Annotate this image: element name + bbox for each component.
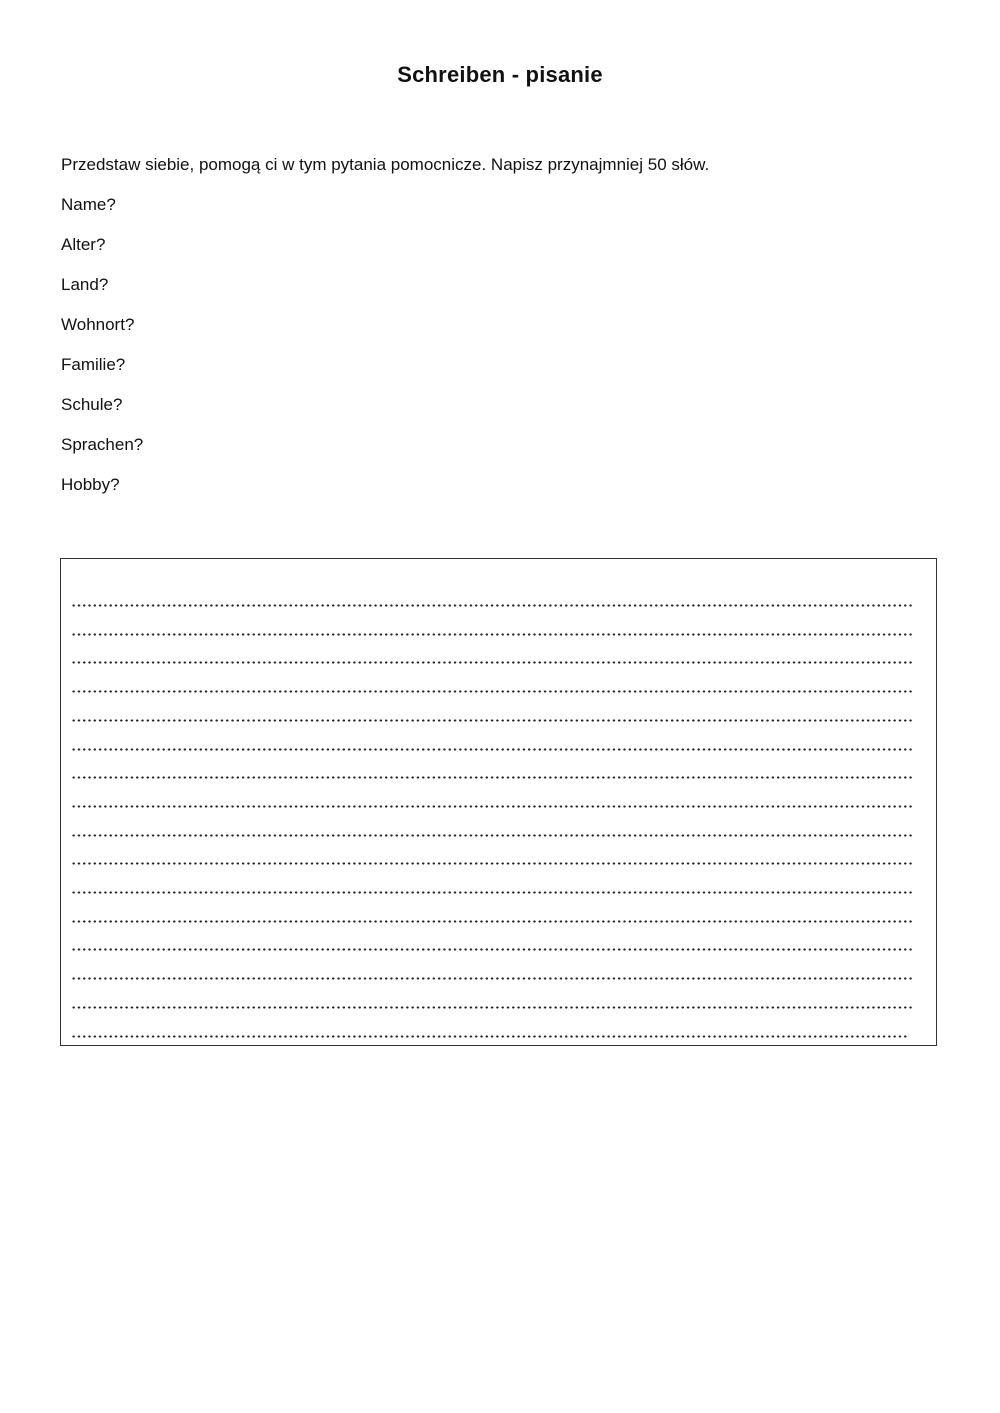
dotted-answer-line [71, 776, 914, 779]
dotted-answer-line [71, 748, 914, 751]
question-wohnort: Wohnort? [61, 315, 135, 334]
dotted-answer-line [71, 977, 914, 980]
dotted-answer-line [71, 604, 914, 607]
dotted-answer-line [71, 1006, 914, 1009]
dotted-answer-line [71, 719, 914, 722]
dotted-answer-line [71, 805, 914, 808]
guide-questions-list [61, 195, 143, 515]
question-hobby: Hobby? [61, 475, 120, 494]
question-familie: Familie? [61, 355, 126, 374]
question-alter: Alter? [61, 235, 106, 254]
dotted-answer-line [71, 690, 914, 693]
dotted-answer-line [71, 1035, 907, 1038]
dotted-answer-line [71, 862, 914, 865]
instruction-text: Przedstaw siebie, pomogą ci w tym pytania pomocnicze. Napisz przynajmniej 50 słów. [61, 155, 710, 174]
dotted-answer-line [71, 891, 914, 894]
answer-writing-box[interactable] [60, 558, 937, 1046]
dotted-answer-line [71, 920, 914, 923]
dotted-answer-line [71, 834, 914, 837]
question-land: Land? [61, 275, 109, 294]
question-name: Name? [61, 195, 116, 214]
worksheet-title: Schreiben - pisanie [397, 62, 603, 87]
dotted-answer-line [71, 661, 914, 664]
dotted-answer-line [71, 633, 914, 636]
question-sprachen: Sprachen? [61, 435, 144, 454]
question-schule: Schule? [61, 395, 123, 414]
dotted-answer-line [71, 948, 914, 951]
